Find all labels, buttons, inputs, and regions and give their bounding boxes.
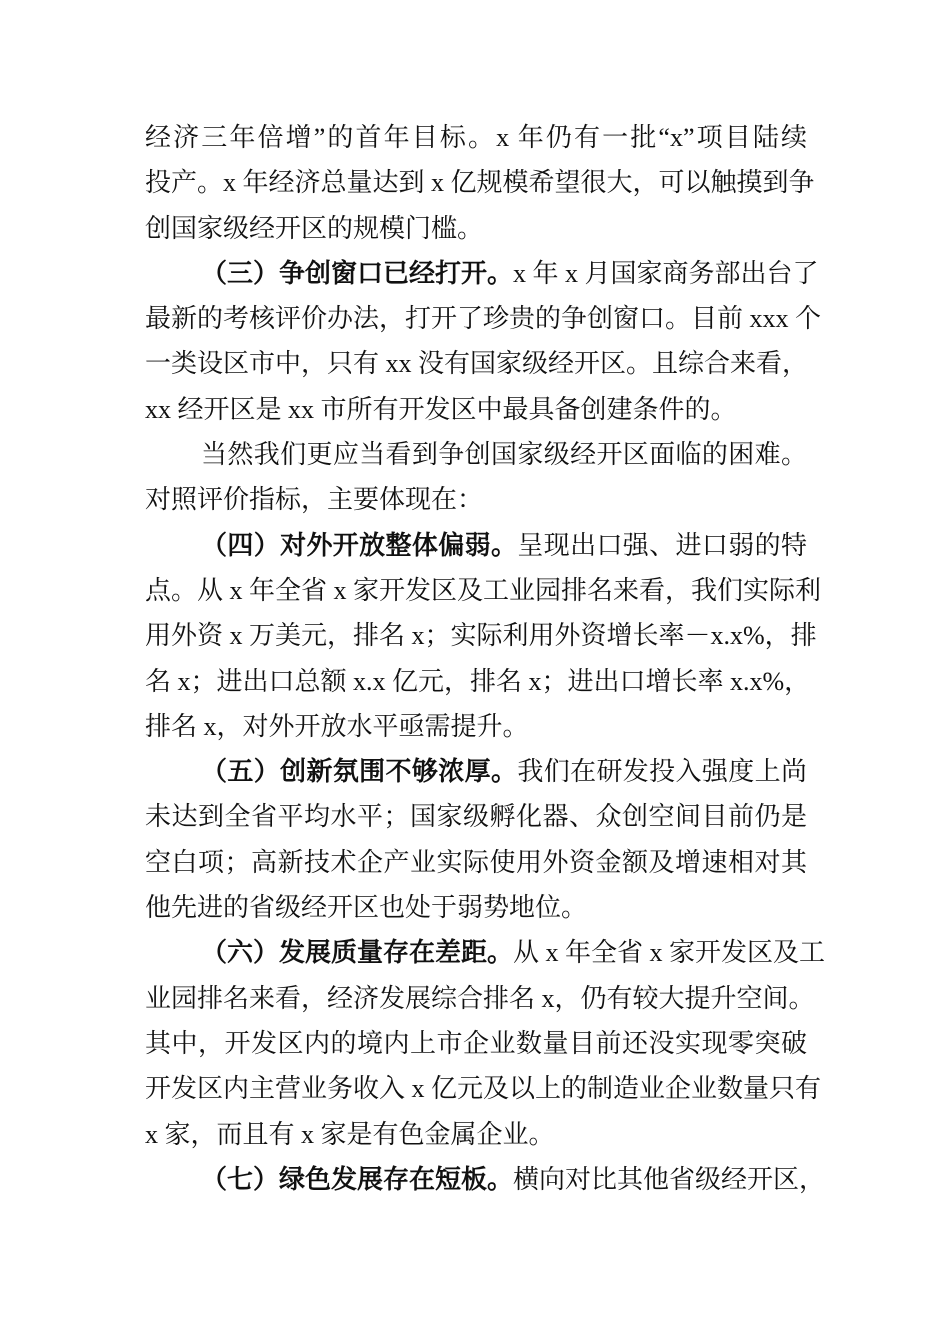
line-text: 呈现出口强、进口弱的特 xyxy=(517,530,807,560)
document-page xyxy=(145,115,826,1202)
line-text: 最新的考核评价办法，打开了珍贵的争创窗口。目前 xxx 个 xyxy=(145,304,822,334)
text-line xyxy=(145,432,807,477)
line-text: 点。从 x 年全省 x 家开发区及工业园排名来看，我们实际利 xyxy=(145,575,822,605)
text-line xyxy=(145,341,807,386)
text-line xyxy=(145,794,807,839)
line-text: 排名 x，对外开放水平亟需提升。 xyxy=(145,711,529,741)
section-heading: （六）发展质量存在差距。 xyxy=(201,938,514,968)
text-line xyxy=(145,1157,826,1202)
text-line xyxy=(145,1021,807,1066)
line-text: 名 x；进出口总额 x.x 亿元，排名 x；进出口增长率 x.x%， xyxy=(145,666,811,696)
text-line xyxy=(145,523,807,568)
paragraph xyxy=(145,523,822,749)
section-heading: （三）争创窗口已经打开。 xyxy=(201,258,514,288)
line-text: 空白项；高新技术企产业实际使用外资金额及增速相对其 xyxy=(145,847,807,877)
text-line xyxy=(145,387,807,432)
paragraph xyxy=(145,930,826,1156)
line-text: 其中，开发区内的境内上市企业数量目前还没实现零突破 xyxy=(145,1028,807,1058)
text-line xyxy=(145,930,826,975)
paragraph xyxy=(145,432,807,523)
text-line xyxy=(145,568,822,613)
text-line xyxy=(145,659,811,704)
line-text: 从 x 年全省 x 家开发区及工 xyxy=(513,938,826,968)
text-line xyxy=(145,477,807,522)
paragraph xyxy=(145,115,815,251)
paragraph xyxy=(145,749,807,930)
line-text: 开发区内主营业务收入 x 亿元及以上的制造业企业数量只有 xyxy=(145,1074,822,1104)
line-text: x 年 x 月国家商务部出台了 xyxy=(513,258,819,288)
text-line xyxy=(145,613,817,658)
line-text: x 家，而且有 x 家是有色金属企业。 xyxy=(145,1119,555,1149)
paragraph xyxy=(145,251,822,432)
text-line xyxy=(145,704,807,749)
line-text: 创国家级经开区的规模门槛。 xyxy=(145,213,484,243)
line-text: 当然我们更应当看到争创国家级经开区面临的困难。 xyxy=(201,440,807,470)
line-text: xx 经开区是 xx 市所有开发区中最具备创建条件的。 xyxy=(145,394,737,424)
line-text: 横向对比其他省级经开区， xyxy=(513,1164,826,1194)
text-line xyxy=(145,1112,807,1157)
text-line xyxy=(145,1066,822,1111)
paragraph xyxy=(145,1157,826,1202)
text-line xyxy=(145,840,807,885)
line-text: 经济三年倍增”的首年目标。x 年仍有一批“x”项目陆续 xyxy=(145,123,807,152)
text-line xyxy=(145,160,815,205)
section-heading: （七）绿色发展存在短板。 xyxy=(201,1164,514,1194)
section-heading: （五）创新氛围不够浓厚。 xyxy=(201,757,518,787)
text-line xyxy=(145,251,819,296)
line-text: 我们在研发投入强度上尚 xyxy=(517,757,807,787)
line-text: 一类设区市中，只有 xx 没有国家级经开区。且综合来看， xyxy=(145,349,809,379)
text-line xyxy=(145,976,815,1021)
line-text: 投产。x 年经济总量达到 x 亿规模希望很大，可以触摸到争 xyxy=(145,168,815,198)
line-text: 业园排名来看，经济发展综合排名 x，仍有较大提升空间。 xyxy=(145,983,815,1013)
text-line xyxy=(145,296,822,341)
text-line xyxy=(145,115,807,160)
line-text: 他先进的省级经开区也处于弱势地位。 xyxy=(145,893,588,923)
text-line xyxy=(145,885,807,930)
line-text: 对照评价指标，主要体现在： xyxy=(145,485,484,515)
line-text: 用外资 x 万美元，排名 x；实际利用外资增长率－x.x%，排 xyxy=(145,621,817,651)
text-line xyxy=(145,206,807,251)
line-text: 未达到全省平均水平；国家级孵化器、众创空间目前仍是 xyxy=(145,802,807,832)
text-line xyxy=(145,749,807,794)
section-heading: （四）对外开放整体偏弱。 xyxy=(201,530,518,560)
